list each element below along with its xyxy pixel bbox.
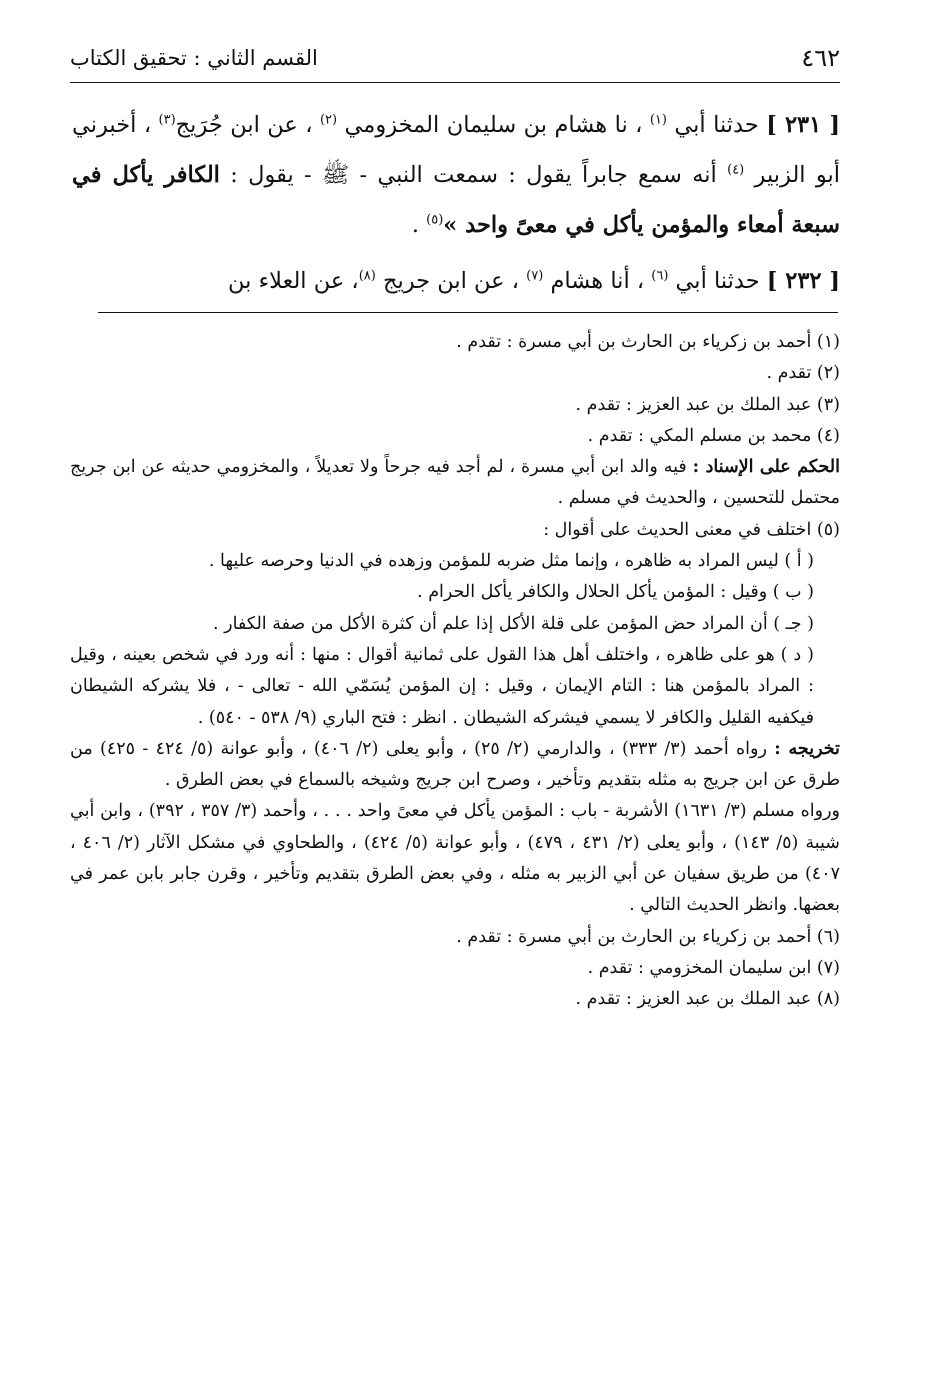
footnote-2: (٢) تقدم . <box>766 363 840 384</box>
isnad-text: ، أنا هشام <box>543 268 652 294</box>
takhrij-label: تخريجه : <box>774 738 840 759</box>
isnad-text: ، عن ابن جُرَيج <box>175 112 320 138</box>
footnote-5-c: ( جـ ) أن المراد حض المؤمن على قلة الأكل إذا علم أن كثرة الأكل من صفة الكفار . <box>213 613 814 634</box>
isnad-text: حدثنا أبي <box>668 268 767 294</box>
footnote-ref: (٣) <box>158 112 176 128</box>
footnote-ref: (٧) <box>526 268 544 284</box>
takhrij-text: رواه أحمد (٣/ ٣٣٣) ، والدارمي (٢/ ٢٥) ، وأبو يعلى (٢/ ٤٠٦) ، وأبو عوانة (٥/ ٤٢٤ - ٤٢٥) من طرق عن ابن جريج به مثله بتقديم وتأخير ، وصرح ابن جريج وشيخه بالسماع في بعض الطرق . <box>70 738 840 791</box>
footnote-ref: (٤) <box>727 162 745 178</box>
hadith-number: [ ٢٣١ ] <box>766 112 840 138</box>
footnote-5-d: ( د ) هو على ظاهره ، واختلف أهل هذا القول على ثمانية أقوال : منها : أنه ورد في شخص بعينه ، وقيل : المراد بالمؤمن هنا : التام الإيمان ، وقيل : إن المؤمن يُسَمّي الله - تعالى - ، فلا يشركه الشيطان فيكفيه القليل والكافر لا يسمي فيشركه الشيطان . انظر : فتح الباري (٩/ ٥٣٨ - ٥٤٠) . <box>70 644 814 728</box>
footnote-ref: (٥) <box>426 212 444 228</box>
footnote-3: (٣) عبد الملك بن عبد العزيز : تقدم . <box>575 394 840 415</box>
hadith-231 <box>72 100 840 250</box>
footnote-divider <box>98 312 838 313</box>
hukm-text: فيه والد ابن أبي مسرة ، لم أجد فيه جرحاً ولا تعديلاً ، والمخزومي حديثه عن ابن جريج محتمل للتحسين ، والحديث في مسلم . <box>70 457 840 509</box>
footnote-5-intro: (٥) اختلف في معنى الحديث على أقوال : <box>543 519 840 540</box>
footnote-ref: (١) <box>649 112 667 128</box>
takhrij <box>70 734 840 797</box>
isnad-text: حدثنا أبي <box>666 112 767 138</box>
hadith-matn: الكافر يأكل في سبعة أمعاء والمؤمن يأكل في معىً واحد » <box>72 162 840 238</box>
section-title: القسم الثاني : تحقيق الكتاب <box>70 46 318 70</box>
isnad-text: ، عن العلاء بن <box>228 268 359 294</box>
footnote-ref: (٢) <box>319 112 338 128</box>
footnote-4: (٤) محمد بن مسلم المكي : تقدم . <box>587 425 840 446</box>
hukm-isnad <box>70 452 840 515</box>
isnad-text: . <box>411 212 427 238</box>
isnad-text: ، عن ابن جريج <box>375 268 527 294</box>
footnote-8: (٨) عبد الملك بن عبد العزيز : تقدم . <box>575 989 840 1010</box>
footnote-7: (٧) ابن سليمان المخزومي : تقدم . <box>587 957 840 978</box>
footnotes <box>70 327 840 1016</box>
main-text <box>72 100 840 312</box>
footnote-ref: (٨) <box>358 268 376 284</box>
hukm-label: الحكم على الإسناد : <box>692 457 840 478</box>
footnote-6: (٦) أحمد بن زكرياء بن الحارث بن أبي مسرة : تقدم . <box>456 926 840 947</box>
hadith-number: [ ٢٣٢ ] <box>766 268 840 294</box>
page-number: ٤٦٢ <box>801 44 840 72</box>
footnote-ref: (٦) <box>651 268 669 284</box>
isnad-text: ، نا هشام بن سليمان المخزومي <box>337 112 650 138</box>
isnad-text: أنه سمع جابراً يقول : سمعت النبي - ﷺ - يقول : <box>219 162 728 188</box>
footnote-5-b: ( ب ) وقيل : المؤمن يأكل الحلال والكافر يأكل الحرام . <box>417 582 814 603</box>
footnote-1: (١) أحمد بن زكرياء بن الحارث بن أبي مسرة : تقدم . <box>456 332 840 352</box>
isnad-text: ، أخبرني أبو الزبير <box>72 112 840 188</box>
page-header <box>70 42 840 83</box>
takhrij-muslim: ورواه مسلم (٣/ ١٦٣١) الأشربة - باب : المؤمن يأكل في معىً واحد . . . ، وأحمد (٣/ ٣٥٧ ، ٣٩٢) ، وابن أبي شيبة (٥/ ١٤٣) ، وأبو يعلى (٢/ ٤٣١ ، ٤٧٩) ، وأبو عوانة (٥/ ٤٢٤) ، والطحاوي في مشكل الآثار (٢/ ٤٠٦ ، ٤٠٧) من طريق سفيان عن أبي الزبير به مثله ، وفي بعض الطرق بتقديم وتأخير ، وقرن جابر بابن عمر في بعضها. وانظر الحديث التالي . <box>70 801 840 916</box>
hadith-232 <box>72 256 840 306</box>
footnote-5-a: ( أ ) ليس المراد به ظاهره ، وإنما مثل ضربه للمؤمن وزهده في الدنيا وحرصه عليها . <box>208 551 814 572</box>
